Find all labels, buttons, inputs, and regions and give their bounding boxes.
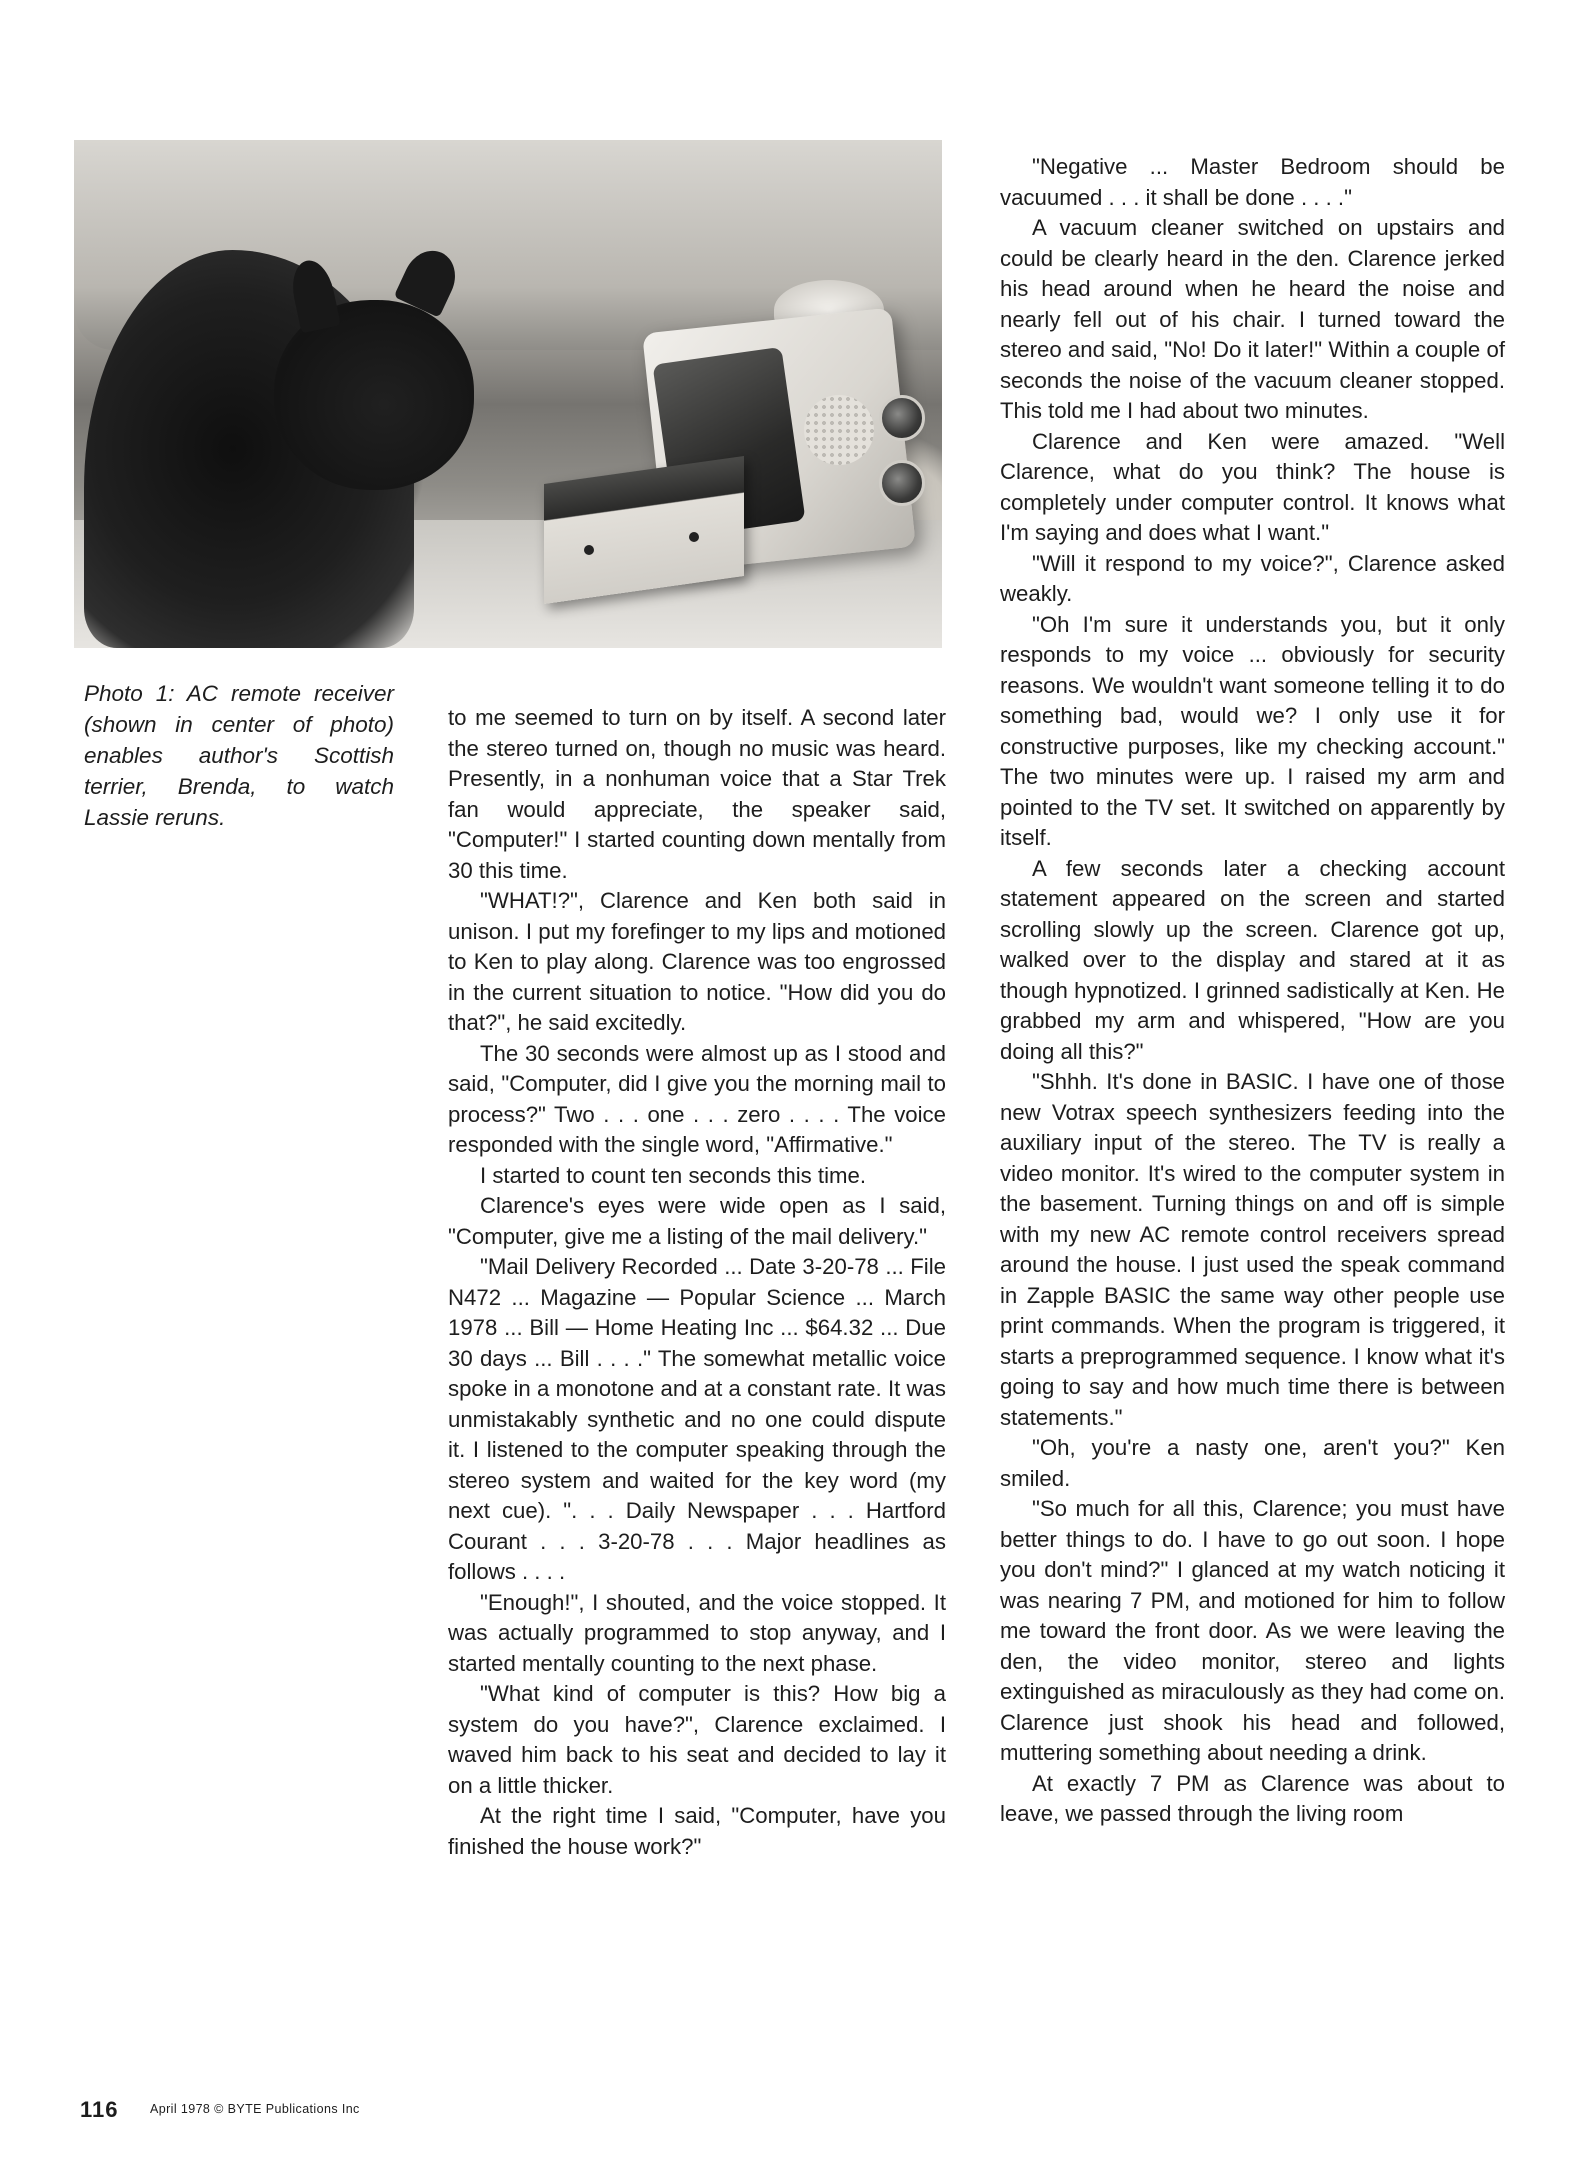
photo-tv-knob [879,460,925,506]
paragraph: "Negative ... Master Bedroom should be vacuumed . . . it shall be done . . . ." [1000,154,1505,210]
paragraph: "Will it respond to my voice?", Clarence asked weakly. [1000,550,1505,606]
photo-caption: Photo 1: AC remote receiver (shown in center of photo) enables author's Scottish terrier, Brenda, to watch Lassie reruns. [84,681,394,830]
photo-tv-knob [879,395,925,441]
paragraph: Clarence's eyes were wide open as I said, "Computer, give me a listing of the mail delivery." [448,1193,946,1249]
paragraph: I started to count ten seconds this time. [480,1162,867,1188]
paragraph: "So much for all this, Clarence; you must have better things to do. I have to go out soon. I hope you don't mind?" I glanced at my watch noticing it was nearing 7 PM, and motioned for him to follow me toward the front door. As we were leaving the den, the video monitor, stereo and lights extinguished as miraculously as they had come on. Clarence just shook his head and followed, muttering something about needing a drink. [1000,1496,1505,1765]
paragraph: The 30 seconds were almost up as I stood and said, "Computer, did I give you the morning mail to process?" Two . . . one . . . zero . . . . The voice responded with the single word, "Affirmative." [448,1040,946,1157]
photo-receiver-switch [689,532,699,542]
paragraph: A vacuum cleaner switched on upstairs and could be clearly heard in the den. Clarence jerked his head around when he heard the noise and nearly fell out of his chair. I turned toward the stereo and said, "No! Do it later!" Within a couple of seconds the noise of the vacuum cleaner stopped. This told me I had about two minutes. [1000,215,1505,423]
photo-tv-speaker [804,395,874,465]
paragraph: At exactly 7 PM as Clarence was about to leave, we passed through the living room [1000,1770,1505,1826]
paragraph: "WHAT!?", Clarence and Ken both said in unison. I put my forefinger to my lips and motioned to Ken to play along. Clarence was too engrossed in the current situation to notice. "How did you do that?", he said excitedly. [448,888,946,1035]
paragraph: A few seconds later a checking account statement appeared on the screen and started scrolling slowly up the screen. Clarence got up, walked over to the display and stared at it as though hypnotized. I grinned sadistically at Ken. He grabbed my arm and whispered, "How are you doing all this?" [1000,855,1505,1064]
paragraph: "What kind of computer is this? How big a system do you have?", Clarence exclaimed. I waved him back to his seat and decided to lay it on a little thicker. [448,1681,946,1798]
paragraph: "Enough!", I shouted, and the voice stopped. It was actually programmed to stop anyway, and I started mentally counting to the next phase. [448,1589,946,1676]
publication-credit: April 1978 © BYTE Publications Inc [150,2102,360,2116]
paragraph: At the right time I said, "Computer, have you finished the house work?" [448,1803,946,1859]
article-column-2 [448,703,946,1862]
paragraph: Clarence and Ken were amazed. "Well Clarence, what do you think? The house is completely under computer control. It knows what I'm saying and does what I want." [1000,428,1505,545]
dog-tv-photo [74,140,942,648]
paragraph: "Mail Delivery Recorded ... Date 3-20-78 ... File N472 ... Magazine — Popular Science ... March 1978 ... Bill — Home Heating Inc ... $64.32 ... Due 30 days ... Bill . . . ." The somewhat metallic voice spoke in a monotone and at a constant rate. It was unmistakably synthetic and no one could dispute it. I listened to the computer speaking through the stereo system and waited for the key word (my next cue). ". . . Daily Newspaper . . . Hartford Courant . . . 3-20-78 . . . Major headlines as follows . . . . [448,1254,946,1584]
paragraph: "Oh, you're a nasty one, aren't you?" Ken smiled. [1000,1435,1505,1491]
page-number: 116 [80,2097,119,2122]
paragraph: "Oh I'm sure it understands you, but it only responds to my voice ... obviously for security reasons. We wouldn't want someone telling it to do something bad, would we? I only use it for constructive purposes, like my checking account." The two minutes were up. I raised my arm and pointed to the TV set. It switched on apparently by itself. [1000,611,1505,850]
paragraph: to me seemed to turn on by itself. A second later the stereo turned on, though no music was heard. Presently, in a nonhuman voice that a Star Trek fan would appreciate, the speaker said, "Computer!" I started counting down mentally from 30 this time. [448,705,946,883]
paragraph: "Shhh. It's done in BASIC. I have one of those new Votrax speech synthesizers feeding into the auxiliary input of the stereo. The TV is really a video monitor. It's wired to the computer system in the basement. Turning things on and off is simple with my new AC remote control receivers spread around the house. I just used the speak command in Zapple BASIC the same way other people use print commands. When the program is triggered, it starts a preprogrammed sequence. I know what it's going to say and how much time there is between statements." [1000,1069,1505,1430]
article-column-3 [1000,152,1505,1830]
photo-receiver-light [584,545,594,555]
